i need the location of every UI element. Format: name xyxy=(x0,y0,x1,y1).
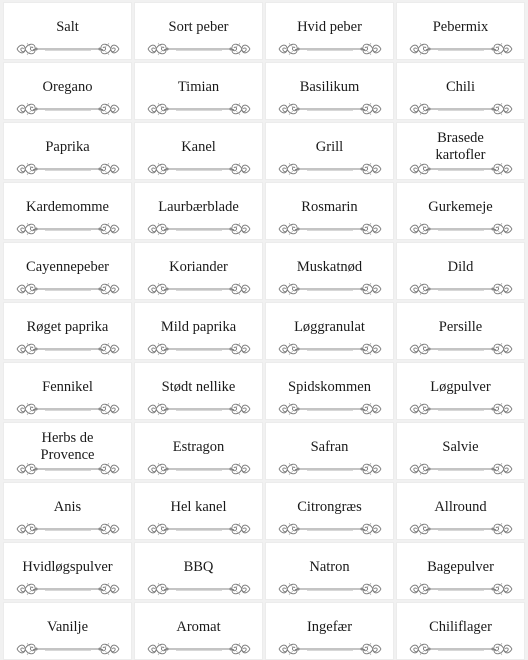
spice-label xyxy=(3,2,132,60)
scroll-flourish-divider-icon xyxy=(15,340,121,358)
spice-name: Brasede kartofler xyxy=(435,130,486,163)
spice-label xyxy=(134,422,263,480)
spice-name: Persille xyxy=(438,318,483,335)
scroll-flourish-divider-icon xyxy=(277,460,383,478)
scroll-flourish-divider-icon xyxy=(146,160,252,178)
spice-label xyxy=(265,362,394,420)
scroll-flourish-divider-icon xyxy=(277,640,383,658)
spice-label xyxy=(265,302,394,360)
scroll-flourish-divider-icon xyxy=(146,40,252,58)
scroll-flourish-divider-icon xyxy=(277,100,383,118)
scroll-flourish-divider-icon xyxy=(15,220,121,238)
scroll-flourish-divider-icon xyxy=(146,340,252,358)
spice-label xyxy=(3,182,132,240)
spice-name: Herbs de Provence xyxy=(40,430,95,463)
spice-label xyxy=(396,302,525,360)
spice-name: Chiliflager xyxy=(429,618,492,635)
scroll-flourish-divider-icon xyxy=(408,580,514,598)
spice-label xyxy=(396,62,525,120)
spice-label xyxy=(396,602,525,660)
scroll-flourish-divider-icon xyxy=(408,520,514,538)
spice-name: Hel kanel xyxy=(170,498,227,515)
spice-name: Stødt nellike xyxy=(161,378,236,395)
spice-name: Natron xyxy=(309,558,350,575)
scroll-flourish-divider-icon xyxy=(408,340,514,358)
scroll-flourish-divider-icon xyxy=(15,280,121,298)
spice-label xyxy=(396,482,525,540)
spice-label xyxy=(3,542,132,600)
spice-label xyxy=(396,422,525,480)
spice-name: Løgpulver xyxy=(430,378,491,395)
scroll-flourish-divider-icon xyxy=(146,580,252,598)
spice-label xyxy=(134,602,263,660)
spice-name: Oregano xyxy=(42,78,93,95)
spice-label xyxy=(3,482,132,540)
scroll-flourish-divider-icon xyxy=(146,280,252,298)
scroll-flourish-divider-icon xyxy=(277,520,383,538)
spice-name: Spidskommen xyxy=(288,378,371,395)
spice-name: Ingefær xyxy=(306,618,353,635)
scroll-flourish-divider-icon xyxy=(277,400,383,418)
scroll-flourish-divider-icon xyxy=(146,520,252,538)
spice-label xyxy=(3,62,132,120)
spice-label xyxy=(265,542,394,600)
scroll-flourish-divider-icon xyxy=(277,280,383,298)
scroll-flourish-divider-icon xyxy=(408,160,514,178)
scroll-flourish-divider-icon xyxy=(408,640,514,658)
spice-name: Estragon xyxy=(172,438,225,455)
scroll-flourish-divider-icon xyxy=(408,40,514,58)
scroll-flourish-divider-icon xyxy=(277,220,383,238)
spice-name: Hvid peber xyxy=(297,18,362,35)
spice-label xyxy=(3,602,132,660)
scroll-flourish-divider-icon xyxy=(277,160,383,178)
spice-label xyxy=(134,2,263,60)
scroll-flourish-divider-icon xyxy=(146,460,252,478)
spice-label xyxy=(134,542,263,600)
spice-label xyxy=(396,182,525,240)
spice-label xyxy=(134,122,263,180)
spice-name: BBQ xyxy=(183,558,214,575)
spice-name: Mild paprika xyxy=(160,318,237,335)
scroll-flourish-divider-icon xyxy=(277,40,383,58)
spice-label xyxy=(134,302,263,360)
spice-name: Dild xyxy=(447,258,474,275)
spice-name: Røget paprika xyxy=(26,318,109,335)
spice-label xyxy=(265,2,394,60)
spice-name: Salt xyxy=(56,18,79,35)
scroll-flourish-divider-icon xyxy=(146,100,252,118)
scroll-flourish-divider-icon xyxy=(15,160,121,178)
spice-name: Muskatnød xyxy=(296,258,363,275)
scroll-flourish-divider-icon xyxy=(408,460,514,478)
spice-label xyxy=(134,362,263,420)
spice-label xyxy=(134,62,263,120)
spice-label xyxy=(265,62,394,120)
spice-label xyxy=(134,482,263,540)
spice-name: Hvidløgspulver xyxy=(22,558,113,575)
spice-label xyxy=(396,2,525,60)
scroll-flourish-divider-icon xyxy=(408,400,514,418)
spice-label xyxy=(396,362,525,420)
spice-name: Basilikum xyxy=(299,78,360,95)
scroll-flourish-divider-icon xyxy=(408,220,514,238)
scroll-flourish-divider-icon xyxy=(15,100,121,118)
spice-name: Safran xyxy=(310,438,349,455)
spice-label xyxy=(3,422,132,480)
spice-name: Sort peber xyxy=(168,18,229,35)
spice-name: Løggranulat xyxy=(294,318,365,335)
scroll-flourish-divider-icon xyxy=(15,400,121,418)
spice-label xyxy=(396,122,525,180)
scroll-flourish-divider-icon xyxy=(146,640,252,658)
scroll-flourish-divider-icon xyxy=(146,220,252,238)
spice-label xyxy=(265,482,394,540)
spice-label xyxy=(3,362,132,420)
spice-label xyxy=(3,122,132,180)
spice-name: Laurbærblade xyxy=(158,198,239,215)
scroll-flourish-divider-icon xyxy=(277,580,383,598)
spice-label xyxy=(265,602,394,660)
spice-name: Paprika xyxy=(45,138,90,155)
spice-name: Timian xyxy=(177,78,220,95)
spice-name: Cayennepeber xyxy=(26,258,109,275)
spice-name: Gurkemeje xyxy=(428,198,493,215)
spice-name: Rosmarin xyxy=(301,198,358,215)
spice-name: Allround xyxy=(434,498,487,515)
spice-label xyxy=(265,422,394,480)
scroll-flourish-divider-icon xyxy=(15,640,121,658)
spice-name: Pebermix xyxy=(432,18,489,35)
scroll-flourish-divider-icon xyxy=(146,400,252,418)
spice-label xyxy=(396,542,525,600)
spice-name: Kanel xyxy=(181,138,216,155)
spice-name: Citrongræs xyxy=(297,498,362,515)
spice-label xyxy=(396,242,525,300)
spice-name: Kardemomme xyxy=(26,198,109,215)
spice-name: Koriander xyxy=(169,258,228,275)
spice-name: Fennikel xyxy=(42,378,93,395)
spice-label xyxy=(265,122,394,180)
spice-label xyxy=(265,242,394,300)
spice-label xyxy=(134,242,263,300)
spice-name: Bagepulver xyxy=(427,558,494,575)
scroll-flourish-divider-icon xyxy=(15,580,121,598)
scroll-flourish-divider-icon xyxy=(15,520,121,538)
spice-label xyxy=(3,242,132,300)
spice-label xyxy=(3,302,132,360)
scroll-flourish-divider-icon xyxy=(15,40,121,58)
spice-name: Vanilje xyxy=(46,618,89,635)
spice-label xyxy=(134,182,263,240)
spice-name: Aromat xyxy=(176,618,221,635)
spice-name: Salvie xyxy=(442,438,479,455)
scroll-flourish-divider-icon xyxy=(277,340,383,358)
scroll-flourish-divider-icon xyxy=(15,460,121,478)
spice-name: Grill xyxy=(315,138,344,155)
spice-label xyxy=(265,182,394,240)
scroll-flourish-divider-icon xyxy=(408,100,514,118)
spice-name: Chili xyxy=(445,78,475,95)
scroll-flourish-divider-icon xyxy=(408,280,514,298)
spice-name: Anis xyxy=(53,498,82,515)
